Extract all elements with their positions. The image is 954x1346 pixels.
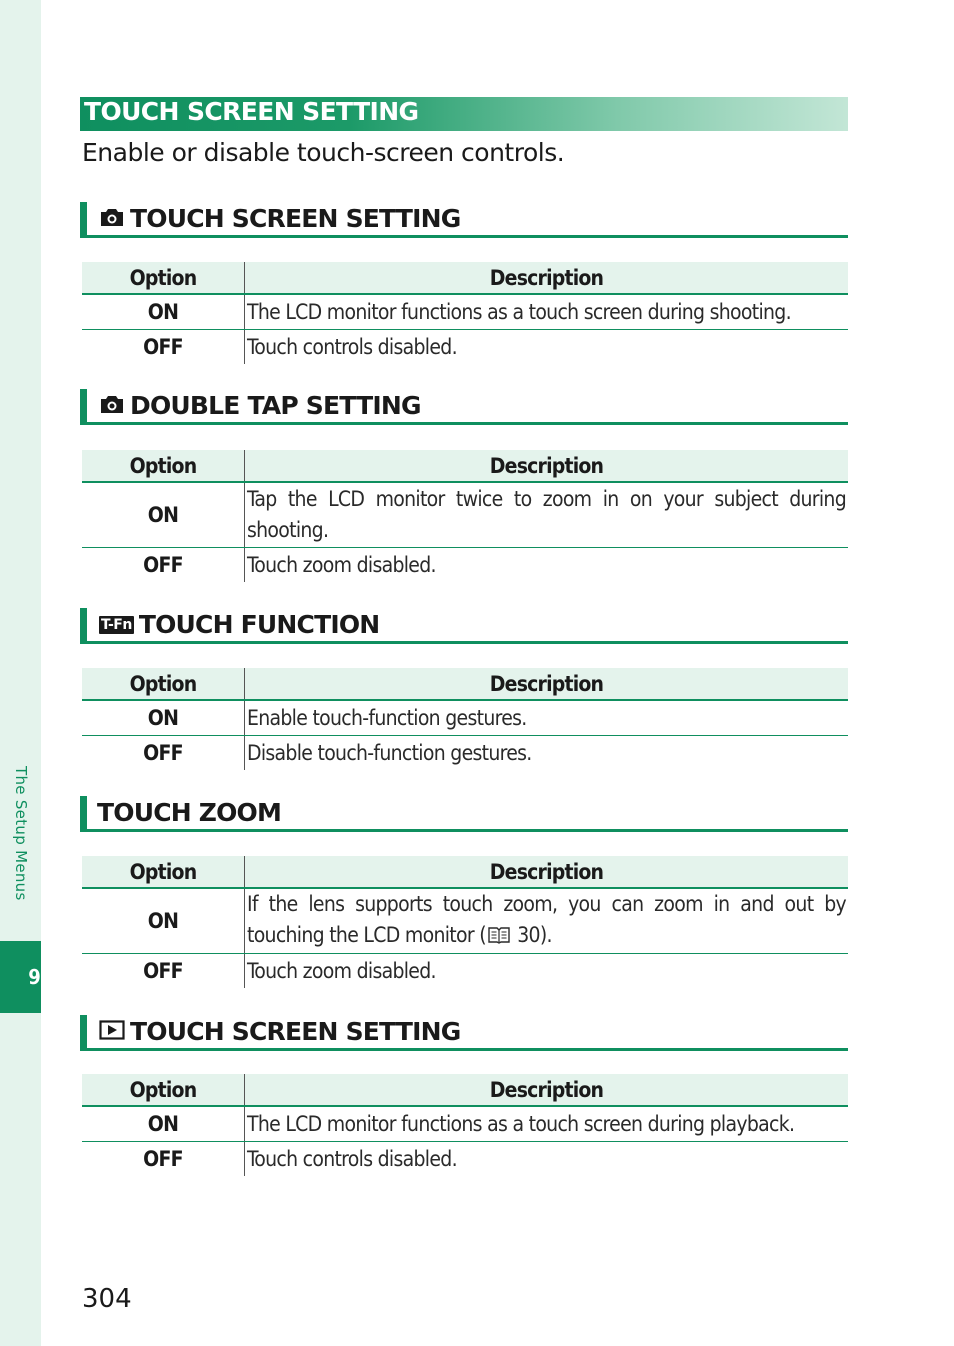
- option-header: Option: [82, 450, 245, 482]
- table-row: [82, 294, 848, 330]
- side-strip: [0, 0, 41, 1346]
- table-row: [82, 700, 848, 736]
- camera-icon: [99, 204, 125, 233]
- option-description: Touch zoom disabled.: [247, 552, 436, 577]
- main-heading-bar: [80, 97, 848, 131]
- option-value: ON: [82, 700, 245, 736]
- options-table: [82, 450, 848, 582]
- section-heading-touch-function: [80, 608, 848, 644]
- option-description: Tap the LCD monitor twice to zoom in on your subject during shooting.: [245, 482, 849, 548]
- options-table: [82, 262, 848, 364]
- option-value: OFF: [82, 548, 245, 583]
- option-value: ON: [82, 482, 245, 548]
- section-heading-touch-zoom: [80, 796, 848, 832]
- section-heading-touch-screen-playback: [80, 1015, 848, 1051]
- section-heading-touch-screen-shooting: [80, 202, 848, 238]
- section-title: TOUCH FUNCTION: [138, 610, 380, 639]
- table-row: [82, 736, 848, 771]
- page-number: 304: [82, 1284, 132, 1314]
- option-value: OFF: [82, 954, 245, 989]
- table-row: [82, 954, 848, 989]
- section-title: TOUCH SCREEN SETTING: [130, 204, 461, 233]
- description-header: Description: [245, 668, 849, 700]
- option-description: Touch zoom disabled.: [247, 958, 436, 983]
- option-value: OFF: [82, 736, 245, 771]
- intro-text: Enable or disable touch-screen controls.: [82, 138, 565, 167]
- playback-icon: [99, 1017, 125, 1046]
- description-header: Description: [245, 856, 849, 888]
- t-fn-icon: T-Fn: [101, 616, 132, 633]
- table-row: [82, 888, 848, 954]
- description-header: Description: [245, 262, 849, 294]
- option-description: The LCD monitor functions as a touch screen during playback.: [245, 1106, 849, 1142]
- option-description: Disable touch-function gestures.: [247, 740, 532, 765]
- options-table: [82, 1074, 848, 1176]
- chapter-number-tab: 9: [0, 941, 41, 1013]
- section-title: TOUCH SCREEN SETTING: [130, 1017, 461, 1046]
- option-header: Option: [82, 1074, 245, 1106]
- table-row: [82, 1142, 848, 1177]
- book-icon: [488, 922, 510, 953]
- chapter-side-label: The Setup Menus: [12, 766, 30, 901]
- option-value: ON: [82, 294, 245, 330]
- description-header: Description: [245, 1074, 849, 1106]
- option-value: OFF: [82, 330, 245, 365]
- option-description: The LCD monitor functions as a touch screen during shooting.: [245, 294, 849, 330]
- description-header: Description: [245, 450, 849, 482]
- options-table: [82, 668, 848, 770]
- table-row: [82, 330, 848, 365]
- option-description: Enable touch-function gestures.: [245, 700, 849, 736]
- option-value: ON: [82, 888, 245, 954]
- option-header: Option: [82, 262, 245, 294]
- option-value: ON: [82, 1106, 245, 1142]
- options-table: [82, 856, 848, 988]
- section-heading-double-tap: [80, 389, 848, 425]
- table-row: [82, 1106, 848, 1142]
- section-title: DOUBLE TAP SETTING: [130, 391, 421, 420]
- option-description: Touch controls disabled.: [247, 334, 457, 359]
- table-row: [82, 548, 848, 583]
- option-description: Touch controls disabled.: [247, 1146, 457, 1171]
- page-reference[interactable]: 30).: [511, 923, 552, 947]
- section-title: TOUCH ZOOM: [97, 798, 282, 827]
- description-text: If the lens supports touch zoom, you can zoom in and out by touching the LCD monitor (: [247, 892, 846, 947]
- main-heading: TOUCH SCREEN SETTING: [84, 97, 419, 126]
- table-row: [82, 482, 848, 548]
- option-value: OFF: [82, 1142, 245, 1177]
- option-header: Option: [82, 668, 245, 700]
- option-description: [245, 888, 849, 954]
- camera-icon: [99, 391, 125, 420]
- option-header: Option: [82, 856, 245, 888]
